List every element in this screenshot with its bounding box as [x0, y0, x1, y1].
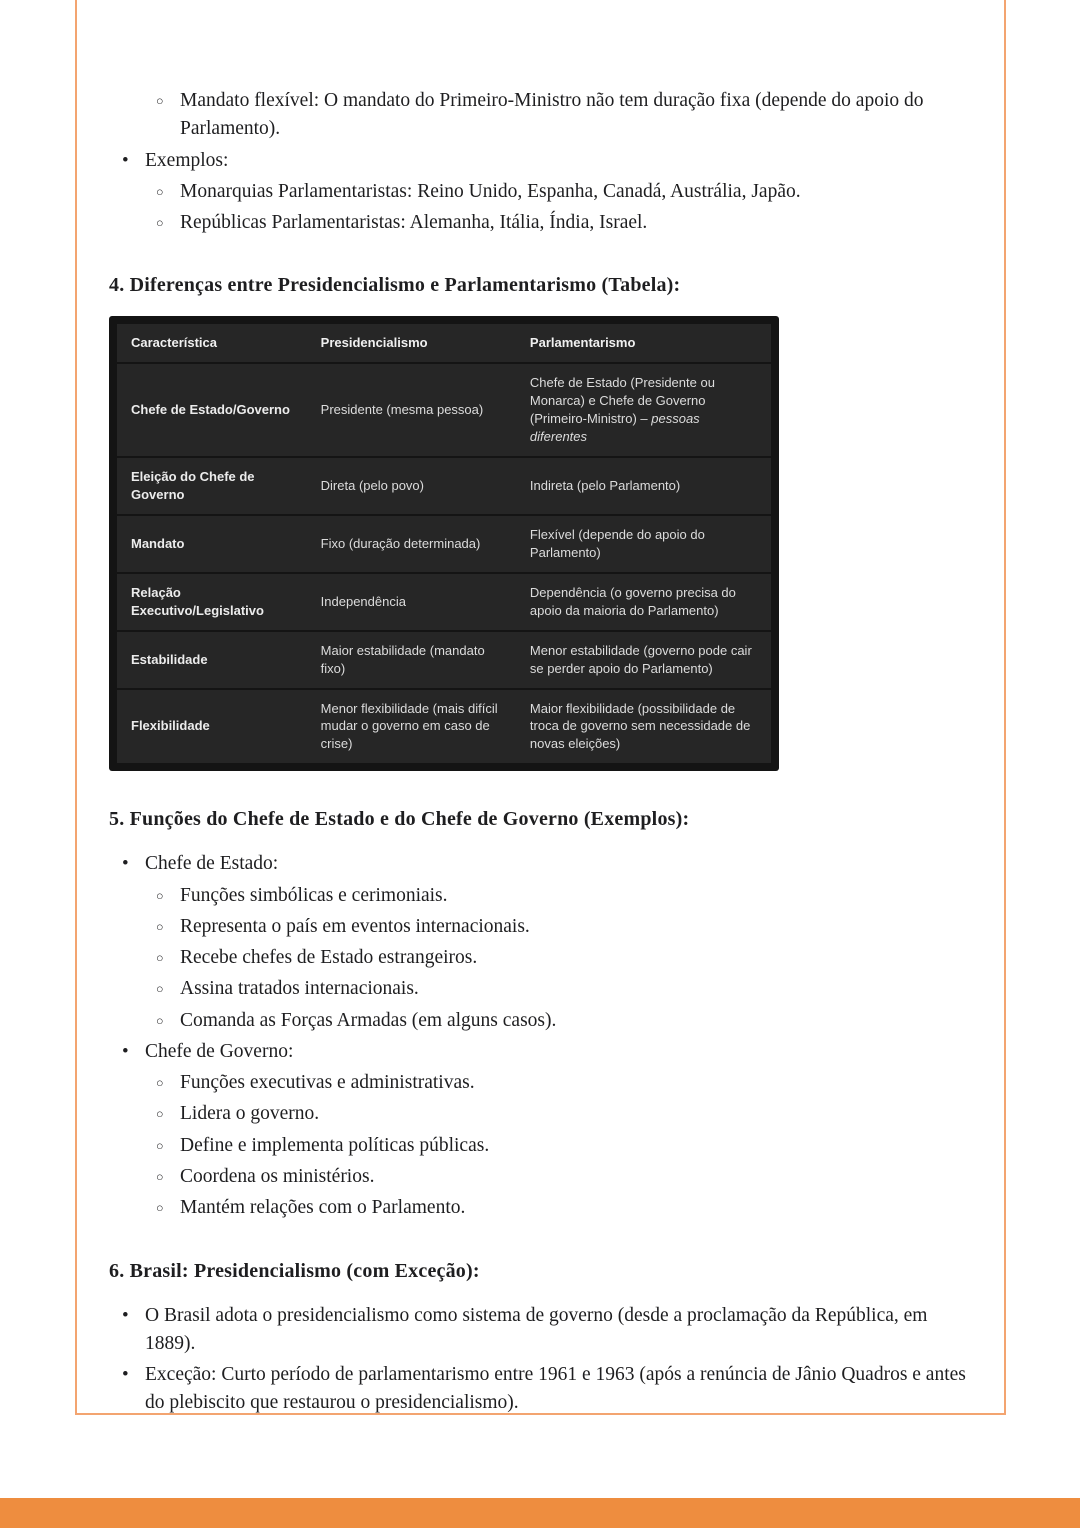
table-cell: Menor flexibilidade (mais difícil mudar o governo em caso de crise) [320, 700, 498, 752]
table-row [117, 573, 771, 631]
table-cell-feature: Estabilidade [117, 631, 307, 689]
sub-bullet-item: ○ Funções simbólicas e cerimoniais. [109, 882, 972, 910]
table-cell-feature: Chefe de Estado/Governo [117, 363, 307, 457]
sub-bullet-item: ○ Funções executivas e administrativas. [109, 1069, 972, 1097]
list-section-6 [109, 1302, 972, 1418]
page-frame [75, 0, 1006, 1415]
table-cell: Maior estabilidade (mandato fixo) [307, 631, 516, 689]
table-cell-feature: Flexibilidade [131, 718, 210, 734]
table-row [117, 363, 771, 457]
table-header-presidencialismo: Presidencialismo [307, 324, 516, 363]
table-cell: Menor estabilidade (governo pode cair se perder apoio do Parlamento) [516, 631, 771, 689]
comparison-table [109, 316, 779, 771]
document-content [77, 0, 1004, 1418]
bullet-item: • Exceção: Curto período de parlamentarismo entre 1961 e 1963 (após a renúncia de Jânio Quadros e antes do plebiscito que restaurou o presidencialismo). [109, 1361, 972, 1418]
sub-bullet-item: ○ Recebe chefes de Estado estrangeiros. [109, 944, 972, 972]
table-row [117, 515, 771, 573]
table-header-parlamentarismo: Parlamentarismo [516, 324, 771, 363]
footer-accent-bar [0, 1498, 1080, 1528]
section-4-heading: 4. Diferenças entre Presidencialismo e Parlamentarismo (Tabela): [109, 274, 681, 297]
sub-bullet-item: ○ Mantém relações com o Parlamento. [109, 1194, 972, 1222]
comparison-table-grid [117, 324, 771, 763]
bullet-item: • Chefe de Estado: [109, 850, 972, 878]
sub-bullet-item: ○ Assina tratados internacionais. [109, 975, 972, 1003]
cell-text-italic: pessoas diferentes [529, 411, 700, 445]
sub-bullet-item: ○ Repúblicas Parlamentaristas: Alemanha, Itália, Índia, Israel. [109, 209, 972, 237]
sub-bullet-item: ○ Define e implementa políticas públicas. [109, 1132, 972, 1160]
table-cell [516, 363, 771, 457]
bullet-item: • Exemplos: [109, 147, 972, 175]
table-header-row [117, 324, 771, 363]
bullet-item: • O Brasil adota o presidencialismo como sistema de governo (desde a proclamação da República, em 1889). [109, 1302, 972, 1359]
table-cell: Fixo (duração determinada) [307, 515, 516, 573]
table-cell: Flexível (depende do apoio do Parlamento) [516, 515, 771, 573]
section-5-heading: 5. Funções do Chefe de Estado e do Chefe de Governo (Exemplos): [109, 808, 690, 831]
sub-bullet-item: ○ Lidera o governo. [109, 1100, 972, 1128]
table-row [117, 631, 771, 689]
table-cell: Independência [307, 573, 516, 631]
table-cell: Indireta (pelo Parlamento) [516, 457, 771, 515]
cell-text: Chefe de Estado (Presidente ou Monarca) e Chefe de Governo (Primeiro-Ministro) – [529, 375, 715, 427]
section-6-heading: 6. Brasil: Presidencialismo (com Exceção): [109, 1259, 480, 1282]
table-cell-feature: Relação Executivo/Legislativo [117, 573, 307, 631]
sub-bullet-item: ○ Comanda as Forças Armadas (em alguns casos). [109, 1007, 972, 1035]
table-cell: Direta (pelo povo) [307, 457, 516, 515]
table-row [117, 689, 771, 764]
list-section-5 [109, 850, 972, 1222]
bullet-item: • Chefe de Governo: [109, 1038, 972, 1066]
table-cell: Dependência (o governo precisa do apoio da maioria do Parlamento) [516, 573, 771, 631]
sub-bullet-item: ○ Coordena os ministérios. [109, 1163, 972, 1191]
sub-bullet-item: ○ Mandato flexível: O mandato do Primeiro-Ministro não tem duração fixa (depende do apoio do Parlamento). [109, 87, 972, 144]
list-top [109, 87, 972, 237]
table-cell: Presidente (mesma pessoa) [307, 363, 516, 457]
sub-bullet-item: ○ Monarquias Parlamentaristas: Reino Unido, Espanha, Canadá, Austrália, Japão. [109, 178, 972, 206]
table-cell: Maior flexibilidade (possibilidade de troca de governo sem necessidade de novas eleições) [529, 700, 751, 752]
table-header-caracteristica: Característica [117, 324, 307, 363]
sub-bullet-item: ○ Representa o país em eventos internacionais. [109, 913, 972, 941]
table-cell-feature: Eleição do Chefe de Governo [117, 457, 307, 515]
table-row [117, 457, 771, 515]
table-cell-feature: Mandato [117, 515, 307, 573]
